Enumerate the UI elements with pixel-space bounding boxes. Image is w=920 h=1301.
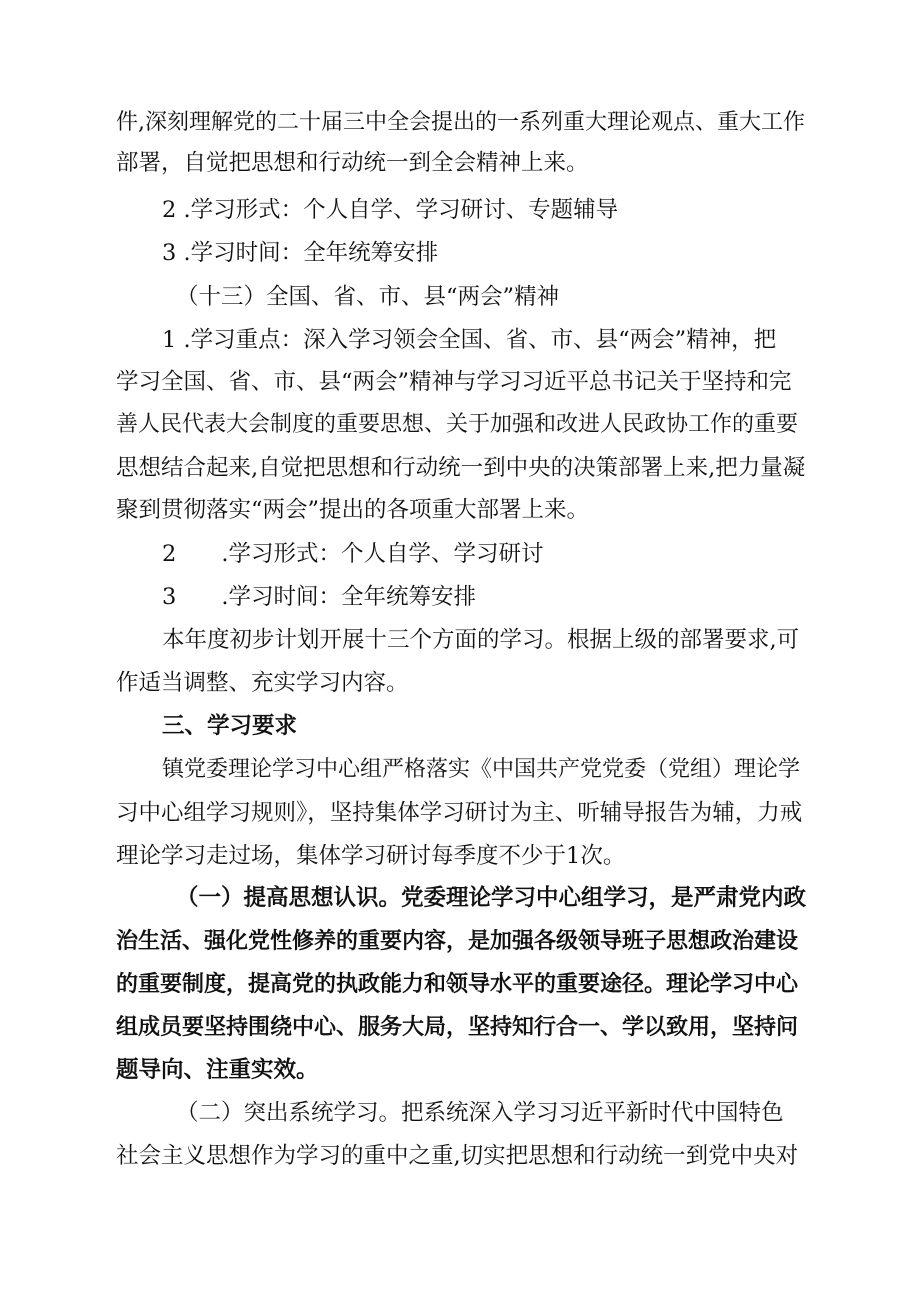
text-line: 思想结合起来,自觉把思想和行动统一到中央的决策部署上来,把力量凝 xyxy=(116,455,806,481)
text-line: 习中心组学习规则》，坚持集体学习研讨为主、听辅导报告为辅，力戒 xyxy=(116,800,803,826)
text-line: 社会主义思想作为学习的重中之重,切实把思想和行动统一到党中央对 xyxy=(116,1143,799,1169)
text-line: 作适当调整、充实学习内容。 xyxy=(116,670,409,696)
text-line: 部署，自觉把思想和行动统一到全会精神上来。 xyxy=(116,150,589,176)
text-line: 件,深刻理解党的二十届三中全会提出的一系列重大理论观点、重大工作 xyxy=(116,110,805,135)
text-line: 聚到贯彻落实“两会”提出的各项重大部署上来。 xyxy=(116,497,590,523)
text-line: 理论学习走过场，集体学习研讨每季度不少于1次。 xyxy=(116,843,626,869)
list-item: 2 .学习形式：个人自学、学习研讨 xyxy=(162,541,544,567)
bold-text-line: 治生活、强化党性修养的重要内容，是加强各级领导班子思想政治建设 xyxy=(116,928,799,954)
paragraph-start: 镇党委理论学习中心组严格落实《中国共产党党委（党组）理论学 xyxy=(162,757,801,782)
paragraph-start: 本年度初步计划开展十三个方面的学习。根据上级的部署要求,可 xyxy=(162,627,800,653)
list-item: 1 .学习重点：深入学习领会全国、省、市、县“两会”精神，把 xyxy=(162,327,777,353)
section-heading: 三、学习要求 xyxy=(162,713,298,739)
list-item: 3 .学习时间：全年统筹安排 xyxy=(162,240,439,266)
list-item: 3 .学习时间：全年统筹安排 xyxy=(162,584,476,610)
bold-text-line: 的重要制度，提高党的执政能力和领导水平的重要途径。理论学习中心 xyxy=(116,971,799,997)
section-heading: （十三）全国、省、市、县“两会”精神 xyxy=(176,284,560,310)
text-line: 善人民代表大会制度的重要思想、关于加强和改进人民政协工作的重要 xyxy=(116,412,799,437)
bold-paragraph-start: （一）提高思想认识。党委理论学习中心组学习，是严肃党内政 xyxy=(176,885,807,911)
paragraph-start: （二）突出系统学习。把系统深入学习习近平新时代中国特色 xyxy=(176,1100,784,1126)
text-line: 学习全国、省、市、县“两会”精神与学习习近平总书记关于坚持和完 xyxy=(116,369,792,395)
bold-text-line: 组成员要坚持围绕中心、服务大局，坚持知行合一、学以致用，坚持问 xyxy=(116,1014,799,1040)
list-item: 2 .学习形式：个人自学、学习研讨、专题辅导 xyxy=(162,197,619,223)
bold-text-line: 题导向、注重实效。 xyxy=(116,1057,319,1083)
